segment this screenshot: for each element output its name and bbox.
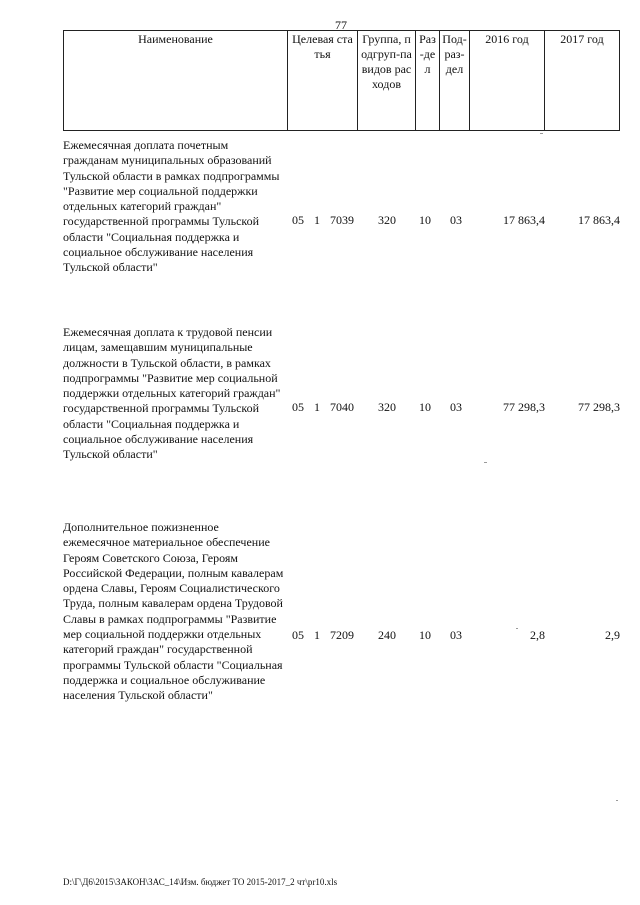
footer-file-path: D:\Г\Д6\2015\ЗАКОН\ЗАС_14\Изм. бюджет ТО 2015-2017_2 чт\pr10.xls	[63, 877, 338, 887]
section: 10	[419, 400, 431, 414]
target-article-program: 05	[292, 628, 304, 642]
section: 10	[419, 628, 431, 642]
expense-group: 240	[378, 628, 396, 642]
table-header	[63, 30, 620, 131]
amount-2017: 77 298,3	[578, 400, 620, 414]
target-article-subprogram: 1	[314, 628, 320, 642]
subsection: 03	[450, 628, 462, 642]
section: 10	[419, 213, 431, 227]
header-expense-group: Группа, подгруп-па видов расходов	[358, 31, 416, 131]
amount-2016: 2,8	[530, 628, 545, 642]
scan-speck	[516, 628, 518, 629]
scan-speck	[540, 133, 543, 134]
header-year-2017: 2017 год	[545, 31, 620, 131]
header-year-2016: 2016 год	[470, 31, 545, 131]
subsection: 03	[450, 213, 462, 227]
target-article-program: 05	[292, 213, 304, 227]
expense-group: 320	[378, 400, 396, 414]
header-subsection: Под-раз-дел	[440, 31, 470, 131]
scan-speck	[484, 462, 487, 463]
row-name: Дополнительное пожизненное ежемесячное материальное обеспечение Героям Советского Союза, Героям Российской Федерации, полным кавалерам ордена Славы, Героям Социалистического Труда, полным кавалерам ордена Трудовой Славы в рамках подпрограммы "Развитие мер социальной поддержки отдельных категорий граждан" государственной программы Тульской области "Социальная поддержка и социальное обслуживание населения Тульской области"	[63, 520, 284, 703]
amount-2016: 77 298,3	[503, 400, 545, 414]
amount-2016: 17 863,4	[503, 213, 545, 227]
scan-speck	[616, 800, 618, 801]
expense-group: 320	[378, 213, 396, 227]
target-article-subprogram: 1	[314, 400, 320, 414]
row-name: Ежемесячная доплата почетным гражданам муниципальных образований Тульской области в рамках подпрограммы "Развитие мер социальной поддержки отдельных категорий граждан" государственной программы Тульской области "Социальная поддержка и социальное обслуживание населения Тульской области"	[63, 138, 280, 275]
header-section: Раз-дел	[416, 31, 440, 131]
header-name: Наименование	[64, 31, 288, 131]
subsection: 03	[450, 400, 462, 414]
header-target-article: Целевая статья	[288, 31, 358, 131]
target-article-subprogram: 1	[314, 213, 320, 227]
row-name: Ежемесячная доплата к трудовой пенсии лицам, замещавшим муниципальные должности в Тульской области, в рамках подпрограммы "Развитие мер социальной поддержки отдельных категорий граждан" государственной программы Тульской области "Социальная поддержка и социальное обслуживание населения Тульской области"	[63, 325, 281, 462]
amount-2017: 2,9	[605, 628, 620, 642]
page-number: 77	[335, 18, 347, 32]
target-article-program: 05	[292, 400, 304, 414]
target-article-direction: 7209	[330, 628, 354, 642]
amount-2017: 17 863,4	[578, 213, 620, 227]
target-article-direction: 7040	[330, 400, 354, 414]
target-article-direction: 7039	[330, 213, 354, 227]
